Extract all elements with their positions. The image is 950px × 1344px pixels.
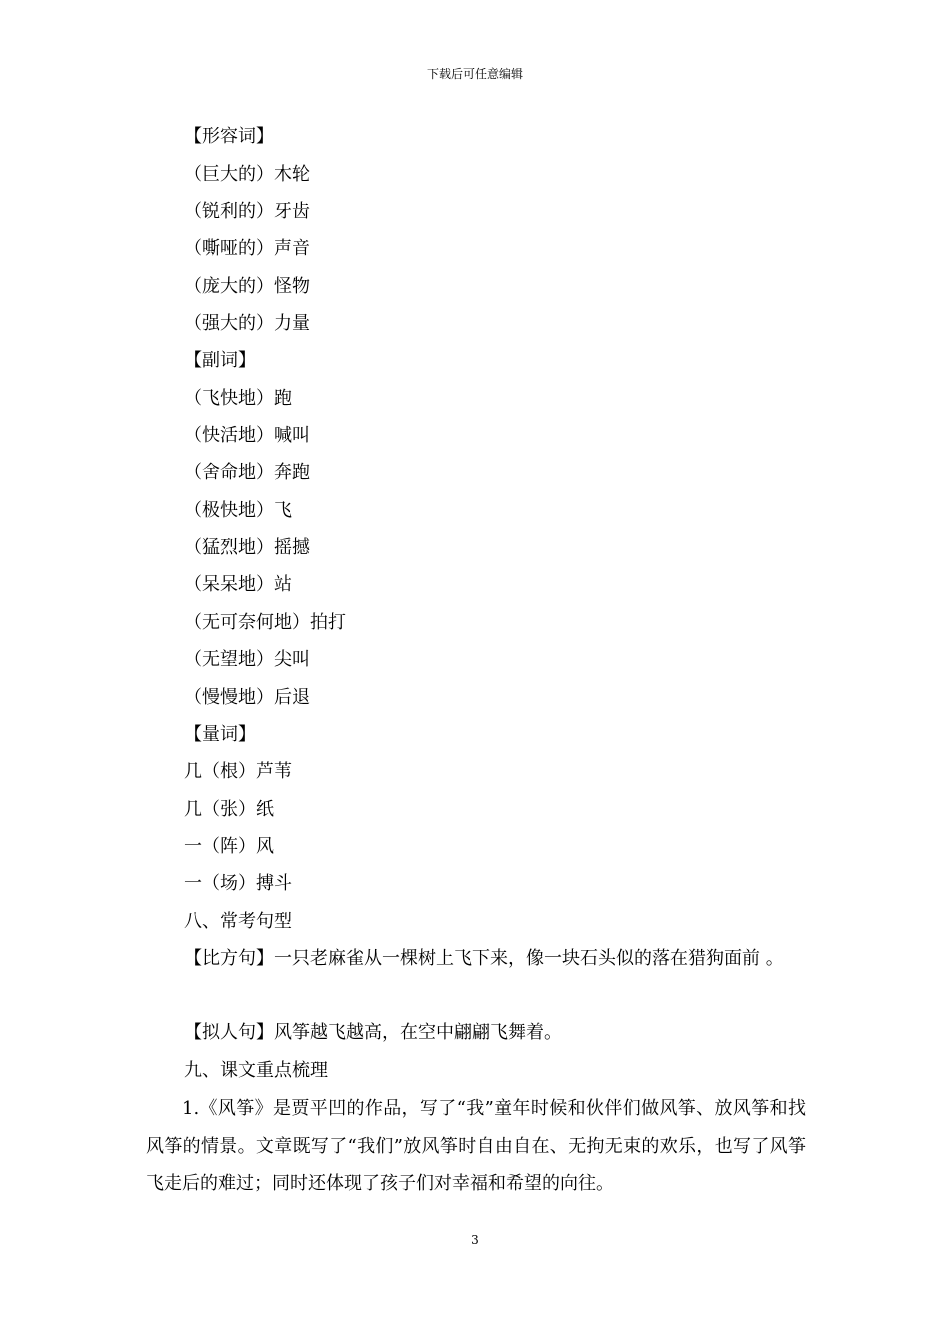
page-header: 下载后可任意编辑 [426, 67, 523, 81]
measure-word-item: 一（阵）风 [184, 836, 274, 857]
adverb-item: （舍命地）奔跑 [184, 462, 310, 483]
section-heading-adverbs: 【副词】 [184, 350, 256, 371]
adverb-item: （呆呆地）站 [184, 574, 292, 595]
section-heading-sentence-patterns: 八、常考句型 [184, 911, 292, 932]
adverb-item: （极快地）飞 [184, 500, 292, 521]
adverb-item: （快活地）喊叫 [184, 425, 310, 446]
personification-sentence: 【拟人句】风筝越飞越高，在空中翩翩飞舞着。 [184, 1022, 562, 1043]
adverb-item: （无可奈何地）拍打 [184, 612, 346, 633]
simile-sentence: 【比方句】一只老麻雀从一棵树上飞下来，像一块石头似的落在猎狗面前 。 [184, 948, 784, 969]
adverb-item: （无望地）尖叫 [184, 649, 310, 670]
adverb-item: （慢慢地）后退 [184, 687, 310, 708]
section-heading-measure-words: 【量词】 [184, 724, 256, 745]
adjective-item: （庞大的）怪物 [184, 276, 310, 297]
adjective-item: （锐利的）牙齿 [184, 201, 310, 222]
page-number: 3 [471, 1233, 479, 1247]
adjective-item: （巨大的）木轮 [184, 164, 310, 185]
section-heading-key-points: 九、课文重点梳理 [184, 1060, 328, 1081]
adverb-item: （猛烈地）摇撼 [184, 537, 310, 558]
adjective-item: （强大的）力量 [184, 313, 310, 334]
adjective-item: （嘶哑的）声音 [184, 238, 310, 259]
measure-word-item: 几（根）芦苇 [184, 761, 292, 782]
section-heading-adjectives: 【形容词】 [184, 126, 274, 147]
measure-word-item: 几（张）纸 [184, 799, 274, 820]
adverb-item: （飞快地）跑 [184, 388, 292, 409]
measure-word-item: 一（场）搏斗 [184, 873, 292, 894]
key-points-paragraph: 1.《风筝》是贾平凹的作品，写了“我”童年时候和伙伴们做风筝、放风筝和找风筝的情景。文章既写了“我们”放风筝时自由自在、无拘无束的欢乐，也写了风筝飞走后的难过；同时还体现了孩子们对幸福和希望的向往。 [146, 1098, 806, 1194]
